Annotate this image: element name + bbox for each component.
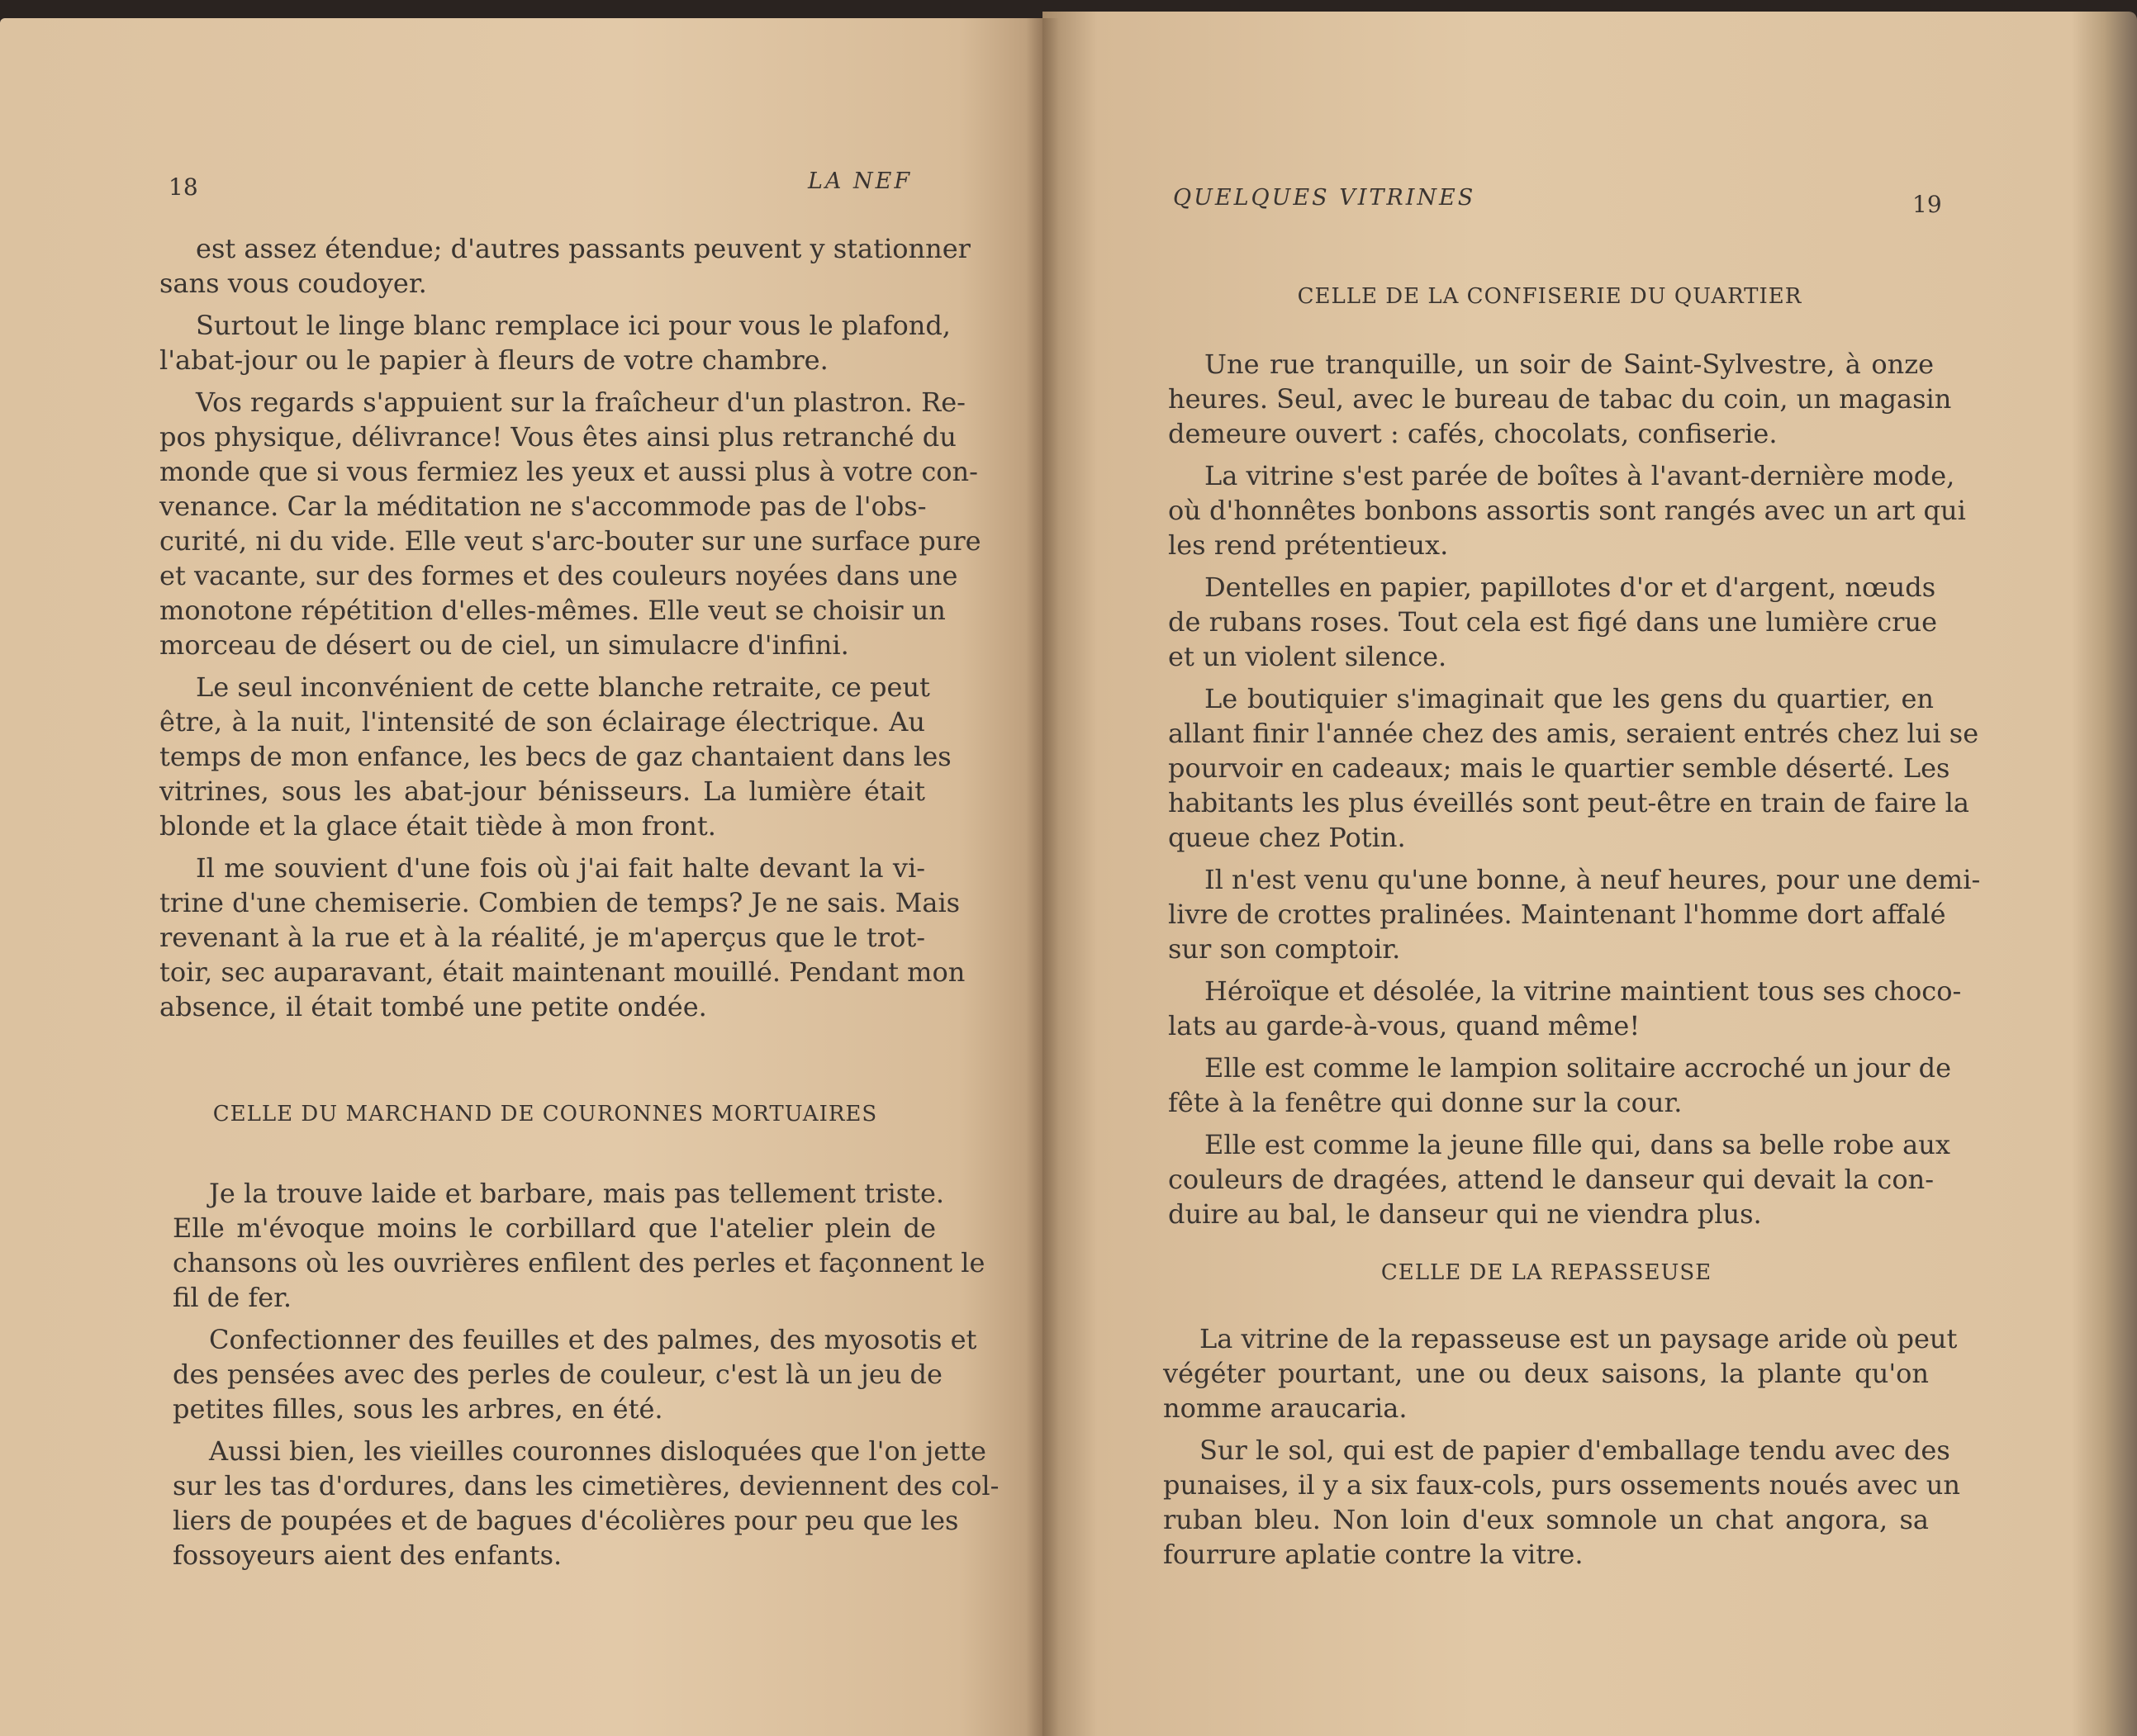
text-line: Aussi bien, les vieilles couronnes disloquées que l'on jette [209, 1435, 986, 1467]
text-line: sur son comptoir. [1168, 933, 1401, 965]
text-line: morceau de désert ou de ciel, un simulacre d'infini. [159, 629, 849, 661]
left-text-bottom [173, 1176, 1000, 1572]
text-line: est assez étendue; d'autres passants peuvent y stationner [196, 233, 971, 264]
text-line: La vitrine s'est parée de boîtes à l'avant-dernière mode, [1204, 460, 1955, 491]
text-line: vitrines, sous les abat-jour bénisseurs. La lumière était [159, 776, 925, 807]
left-page-number: 18 [169, 173, 198, 201]
right-text-section2 [1163, 1321, 1960, 1572]
text-line: heures. Seul, avec le bureau de tabac du coin, un magasin [1168, 383, 1952, 415]
text-line: Elle est comme la jeune fille qui, dans sa belle robe aux [1204, 1129, 1950, 1160]
text-line: couleurs de dragées, attend le danseur qui devait la con- [1168, 1164, 1934, 1195]
section-heading-repasseuse: CELLE DE LA REPASSEUSE [1380, 1260, 1712, 1285]
text-line: Confectionner des feuilles et des palmes, des myosotis et [209, 1324, 977, 1355]
text-line: fossoyeurs aient des enfants. [173, 1539, 563, 1571]
text-line: sur les tas d'ordures, dans les cimetières, deviennent des col- [173, 1470, 1000, 1501]
text-line: livre de crottes pralinées. Maintenant l'homme dort affalé [1168, 899, 1946, 930]
text-line: habitants les plus éveillés sont peut-être en train de faire la [1168, 787, 1969, 818]
section-heading-confiserie: CELLE DE LA CONFISERIE DU QUARTIER [1297, 284, 1802, 309]
text-line: et vacante, sur des formes et des couleurs noyées dans une [159, 560, 958, 591]
text-line: être, à la nuit, l'intensité de son éclairage électrique. Au [159, 706, 925, 738]
text-line: les rend prétentieux. [1168, 529, 1449, 561]
left-page [0, 18, 1042, 1736]
text-line: petites filles, sous les arbres, en été. [173, 1393, 663, 1425]
text-line: pourvoir en cadeaux; mais le quartier semble déserté. Les [1168, 752, 1950, 784]
right-running-title: QUELQUES VITRINES [1173, 185, 1476, 211]
text-line: liers de poupées et de bagues d'écolières pour peu que les [173, 1505, 959, 1536]
text-line: absence, il était tombé une petite ondée. [159, 991, 707, 1022]
text-line: duire au bal, le danseur qui ne viendra plus. [1168, 1198, 1762, 1230]
right-page-number: 19 [1912, 191, 1942, 218]
text-line: chansons où les ouvrières enfilent des perles et façonnent le [173, 1247, 985, 1278]
text-line: Vos regards s'appuient sur la fraîcheur d'un plastron. Re- [196, 387, 966, 418]
text-line: Une rue tranquille, un soir de Saint-Sylvestre, à onze [1204, 349, 1934, 380]
text-line: Il me souvient d'une fois où j'ai fait halte devant la vi- [196, 852, 925, 884]
text-line: fourrure aplatie contre la vitre. [1163, 1539, 1584, 1570]
text-line: ruban bleu. Non loin d'eux somnole un chat angora, sa [1163, 1504, 1929, 1535]
text-line: venance. Car la méditation ne s'accommode pas de l'obs- [159, 491, 927, 522]
right-page [1042, 12, 2137, 1736]
text-line: curité, ni du vide. Elle veut s'arc-bouter sur une surface pure [159, 525, 981, 557]
text-line: blonde et la glace était tiède à mon front. [159, 810, 716, 842]
text-line: monde que si vous fermiez les yeux et aussi plus à votre con- [159, 456, 978, 487]
text-line: Elle m'évoque moins le corbillard que l'atelier plein de [173, 1212, 936, 1244]
text-line: demeure ouvert : cafés, chocolats, confiserie. [1168, 418, 1778, 449]
text-line: fête à la fenêtre qui donne sur la cour. [1168, 1087, 1683, 1118]
text-line: trine d'une chemiserie. Combien de temps? Je ne sais. Mais [159, 887, 961, 918]
text-line: monotone répétition d'elles-mêmes. Elle veut se choisir un [159, 595, 946, 626]
text-line: Surtout le linge blanc remplace ici pour vous le plafond, [196, 310, 951, 341]
text-line: sans vous coudoyer. [159, 268, 427, 299]
right-text-section1 [1168, 347, 1981, 1231]
text-line: où d'honnêtes bonbons assortis sont rangés avec un art qui [1168, 495, 1966, 526]
text-line: revenant à la rue et à la réalité, je m'aperçus que le trot- [159, 922, 925, 953]
text-line: Je la trouve laide et barbare, mais pas tellement triste. [209, 1178, 945, 1209]
text-line: et un violent silence. [1168, 641, 1447, 672]
text-line: l'abat-jour ou le papier à fleurs de votre chambre. [159, 344, 829, 376]
text-line: toir, sec auparavant, était maintenant mouillé. Pendant mon [159, 956, 966, 988]
text-line: de rubans roses. Tout cela est figé dans une lumière crue [1168, 606, 1938, 638]
section-heading-couronnes: CELLE DU MARCHAND DE COURONNES MORTUAIRES [212, 1102, 878, 1127]
left-running-title: LA NEF [808, 168, 913, 194]
text-line: Dentelles en papier, papillotes d'or et d'argent, nœuds [1204, 572, 1936, 603]
text-line: nomme araucaria. [1163, 1392, 1408, 1424]
text-line: allant finir l'année chez des amis, seraient entrés chez lui se [1168, 718, 1979, 749]
left-text-top [159, 231, 981, 1024]
text-line: des pensées avec des perles de couleur, c'est là un jeu de [173, 1359, 943, 1390]
text-line: pos physique, délivrance! Vous êtes ainsi plus retranché du [159, 421, 957, 453]
text-line: lats au garde-à-vous, quand même! [1168, 1010, 1641, 1041]
text-line: Il n'est venu qu'une bonne, à neuf heures, pour une demi- [1204, 864, 1981, 895]
text-line: queue chez Potin. [1168, 822, 1406, 853]
text-line: Héroïque et désolée, la vitrine maintient tous ses choco- [1204, 975, 1962, 1007]
text-line: fil de fer. [173, 1282, 292, 1313]
text-line: La vitrine de la repasseuse est un paysage aride où peut [1199, 1323, 1958, 1354]
text-line: Le seul inconvénient de cette blanche retraite, ce peut [196, 671, 930, 703]
text-line: temps de mon enfance, les becs de gaz chantaient dans les [159, 741, 952, 772]
text-line: végéter pourtant, une ou deux saisons, la plante qu'on [1163, 1358, 1929, 1389]
text-line: Sur le sol, qui est de papier d'emballage tendu avec des [1199, 1435, 1950, 1466]
text-line: Le boutiquier s'imaginait que les gens du quartier, en [1204, 683, 1934, 714]
text-line: punaises, il y a six faux-cols, purs ossements noués avec un [1163, 1469, 1960, 1501]
text-line: Elle est comme le lampion solitaire accroché un jour de [1204, 1052, 1952, 1084]
